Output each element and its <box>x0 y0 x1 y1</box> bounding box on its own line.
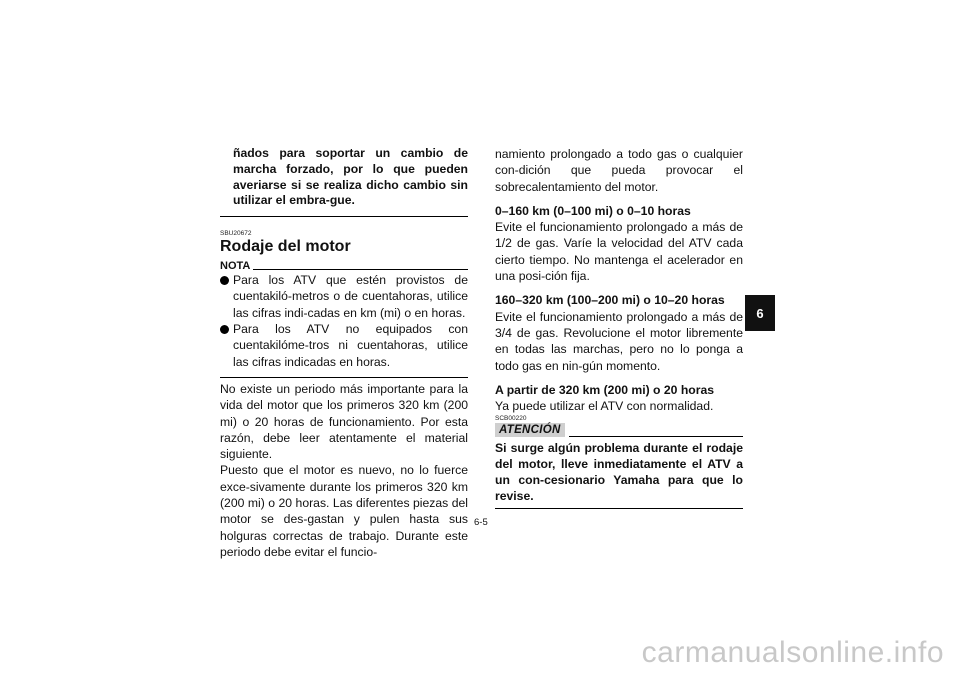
watermark: carmanualsonline.info <box>641 636 944 669</box>
nota-item <box>220 272 468 321</box>
body-paragraph: Puesto que el motor es nuevo, no lo fuerce exce-sivamente durante los primeros 320 km (200 mi) o 20 horas. Las diferentes piezas del motor se des-gastan y pulen hasta sus holguras correctas de trabajo. Durante este periodo debe evitar el funcio- <box>220 463 468 559</box>
section-code: SBU20672 <box>220 230 252 238</box>
caution-label: ATENCIÓN <box>495 423 565 437</box>
nota-rule <box>253 269 468 270</box>
caution-code: SCB00220 <box>495 415 527 423</box>
continued-paragraph: namiento prolongado a todo gas o cualquier con-dición que pueda provocar el sobrecalentamiento del motor. <box>495 147 743 194</box>
stage-heading: 0–160 km (0–100 mi) o 0–10 horas <box>495 203 691 218</box>
caution-end-rule <box>495 508 743 509</box>
nota-label: NOTA <box>220 260 251 273</box>
nota-header <box>220 260 468 272</box>
stage-text: Ya puede utilizar el ATV con normalidad. <box>495 399 714 414</box>
right-column <box>495 146 743 509</box>
nota-item <box>220 321 468 370</box>
bullet-icon <box>220 276 229 285</box>
stage-text: Evite el funcionamiento prolongado a más de 3/4 de gas. Revolucione el motor libremente en todas las marchas, pero no lo ponga a todo gas en nin-gún momento. <box>495 309 743 373</box>
page-number: 6-5 <box>474 517 488 528</box>
caution-text: Si surge algún problema durante el rodaje del motor, lleve inmediatamente el ATV a un con-cesionario Yamaha para que lo revise. <box>495 441 743 503</box>
nota-end-rule <box>220 377 468 378</box>
caution-header <box>495 423 743 437</box>
nota-item-text: Para los ATV no equipados con cuentakilóme-tros ni cuentahoras, utilice las cifras indicadas en horas. <box>233 322 468 369</box>
warning-end-rule <box>220 216 468 217</box>
warning-continuation: ñados para soportar un cambio de marcha forzado, por lo que pueden averiarse si se realiza dicho cambio sin utilizar el embra-gue. <box>233 146 468 208</box>
section-title: Rodaje del motor <box>220 238 351 256</box>
bullet-icon <box>220 325 229 334</box>
nota-item-text: Para los ATV que estén provistos de cuentakiló-metros o de cuentahoras, utilice las cifras indi-cadas en km (mi) o en horas. <box>233 273 468 320</box>
left-column <box>220 146 468 560</box>
stage-heading: 160–320 km (100–200 mi) o 10–20 horas <box>495 293 725 308</box>
stage-text: Evite el funcionamiento prolongado a más de 1/2 de gas. Varíe la velocidad del ATV cada cierto tiempo. No mantenga el acelerador en una posi-ción fija. <box>495 220 743 284</box>
intro-paragraph: No existe un periodo más importante para la vida del motor que los primeros 320 km (200 mi) o 20 horas de funcionamiento. Por esta razón, debe leer atentamente el material siguiente. <box>220 381 468 462</box>
stage-heading: A partir de 320 km (200 mi) o 20 horas <box>495 382 715 397</box>
chapter-tab: 6 <box>745 295 775 331</box>
caution-rule <box>569 436 743 437</box>
